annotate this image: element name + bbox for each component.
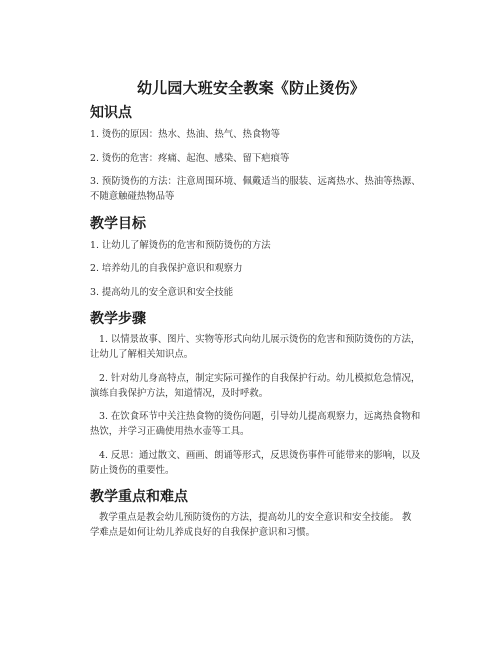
- section-heading-key-points: 教学重点和难点: [90, 489, 188, 505]
- step-1-line-1: [90, 332, 422, 348]
- step-3-text: 3. 在饮食环节中关注热食物的烫伤问题，引导幼儿提高观察力，远离热食物和: [99, 411, 421, 422]
- key-points-text: 教学重点是教会幼儿预防烫伤的方法，提高幼儿的安全意识和安全技能。 教: [99, 512, 412, 523]
- key-points-line-1: [90, 510, 422, 526]
- step-4-line-1: [90, 448, 422, 464]
- knowledge-item-3-line-1: 3. 预防烫伤的方法：注意周围环境、佩戴适当的服装、远离热水、热油等热源、: [90, 176, 421, 187]
- step-2-text: 2. 针对幼儿身高特点，制定实际可操作的自我保护行动。幼儿模拟危急情况，: [99, 373, 421, 384]
- goal-item-3: 3. 提高幼儿的安全意识和安全技能: [90, 287, 234, 298]
- knowledge-item-1: 1. 烫伤的原因：热水、热油、热气、热食物等: [90, 129, 281, 140]
- knowledge-item-2: 2. 烫伤的危害：疼痛、起泡、感染、留下疤痕等: [90, 153, 290, 164]
- section-heading-knowledge: 知识点: [90, 105, 132, 121]
- step-1-text: 1. 以情景故事、图片、实物等形式向幼儿展示烫伤的危害和预防烫伤的方法，: [99, 334, 421, 345]
- step-3-line-2: 热饮，并学习正确使用热水壶等工具。: [90, 426, 250, 437]
- page-title: 幼儿园大班安全教案《防止烫伤》: [136, 79, 365, 97]
- step-4-text: 4. 反思：通过散文、画画、朗诵等形式，反思烫伤事件可能带来的影响，以及: [99, 450, 421, 461]
- goal-item-2: 2. 培养幼儿的自我保护意识和观察力: [90, 263, 243, 274]
- step-3-line-1: [90, 409, 422, 425]
- knowledge-item-3-line-2: 不随意触碰热物品等: [90, 191, 175, 202]
- goal-item-1: 1. 让幼儿了解烫伤的危害和预防烫伤的方法: [90, 240, 271, 251]
- step-2-line-1: [90, 371, 422, 387]
- section-heading-steps: 教学步骤: [90, 311, 146, 327]
- step-2-line-2: 演练自我保护方法，知道情况，及时呼救。: [90, 388, 269, 399]
- step-4-line-2: 防止烫伤的重要性。: [90, 465, 175, 476]
- step-1-line-2: 让幼儿了解相关知识点。: [90, 349, 194, 360]
- section-heading-goals: 教学目标: [90, 216, 146, 232]
- key-points-line-2: 学难点是如何让幼儿养成良好的自我保护意识和习惯。: [90, 527, 316, 538]
